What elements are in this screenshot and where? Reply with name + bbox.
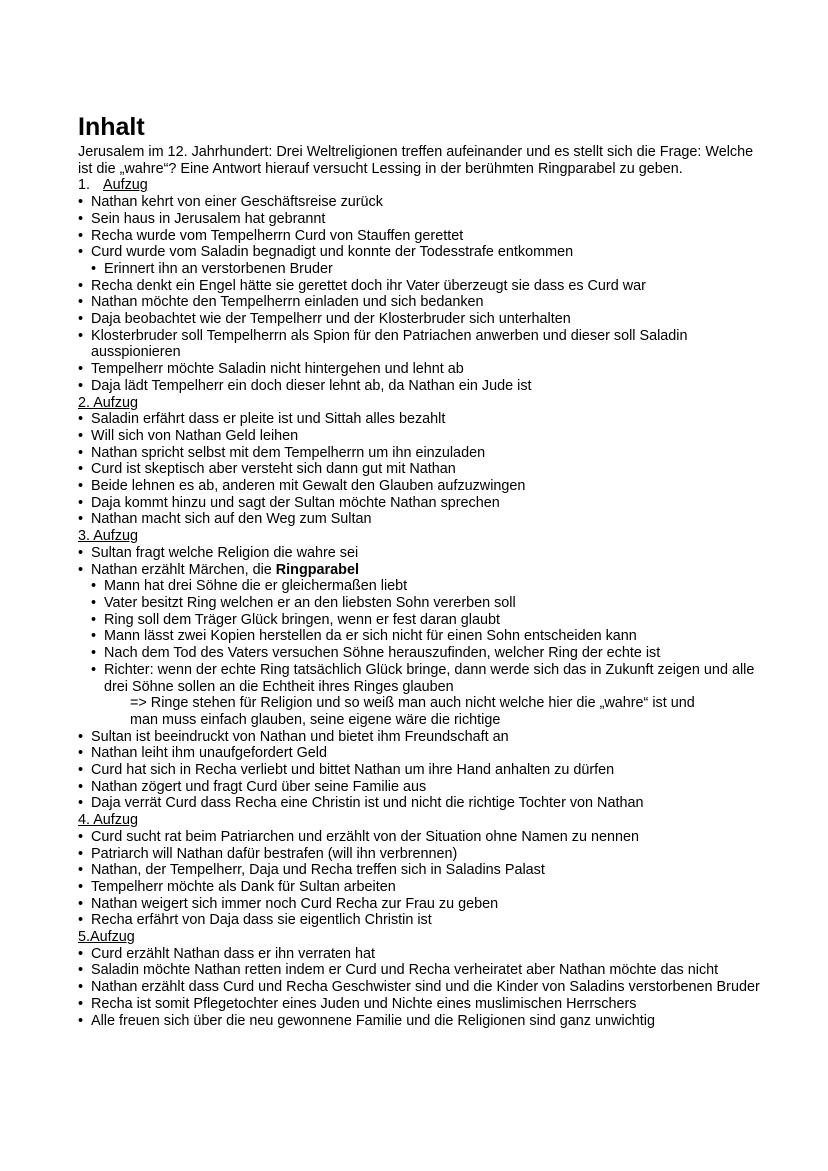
list-item: • Sultan fragt welche Religion die wahre sei	[78, 545, 768, 562]
list-item-ringparabel	[78, 562, 768, 579]
list-item: • Nathan zögert und fragt Curd über seine Familie aus	[78, 779, 768, 796]
sub-list-item: • Vater besitzt Ring welchen er an den liebsten Sohn vererben soll	[91, 595, 768, 612]
ringparabel-term: Ringparabel	[275, 561, 359, 578]
act-4-heading: 4. Aufzug	[78, 812, 139, 829]
list-item: • Klosterbruder soll Tempelherrn als Spion für den Patriachen anwerben und dieser soll Saladin ausspionieren	[78, 328, 768, 361]
list-item: • Daja kommt hinzu und sagt der Sultan möchte Nathan sprechen	[78, 495, 768, 512]
page-title: Inhalt	[78, 113, 145, 141]
act-3-sublist	[78, 578, 768, 695]
list-item: • Nathan erzählt dass Curd und Recha Geschwister sind und die Kinder von Saladins verstorbenen Bruder	[78, 979, 768, 996]
act-1-heading	[78, 177, 768, 194]
list-item: • Nathan kehrt von einer Geschäftsreise zurück	[78, 194, 768, 211]
list-item: • Sein haus in Jerusalem hat gebrannt	[78, 211, 768, 228]
list-item: • Daja beobachtet wie der Tempelherr und der Klosterbruder sich unterhalten	[78, 311, 768, 328]
list-item: • Recha ist somit Pflegetochter eines Juden und Nichte eines muslimischen Herrschers	[78, 996, 768, 1013]
list-item: • Curd erzählt Nathan dass er ihn verraten hat	[78, 946, 768, 963]
list-item: • Curd sucht rat beim Patriarchen und erzählt von der Situation ohne Namen zu nennen	[78, 829, 768, 846]
list-item: • Recha denkt ein Engel hätte sie gerettet doch ihr Vater überzeugt sie dass es Curd war	[78, 278, 768, 295]
list-item: • Nathan leiht ihm unaufgefordert Geld	[78, 745, 768, 762]
list-item: • Tempelherr möchte als Dank für Sultan arbeiten	[78, 879, 768, 896]
act-5-heading: 5.Aufzug	[78, 929, 135, 946]
act-1-sublist	[78, 261, 768, 278]
act-2-heading: 2. Aufzug	[78, 394, 139, 411]
act-2-list	[78, 411, 768, 528]
act-1-title: Aufzug	[103, 177, 148, 194]
sub-list-item: • Mann hat drei Söhne die er gleichermaßen liebt	[91, 578, 768, 595]
list-item-prefix: Nathan erzählt Märchen, die	[91, 561, 276, 578]
list-item: • Daja lädt Tempelherr ein doch dieser lehnt ab, da Nathan ein Jude ist	[78, 378, 768, 395]
list-item: • Patriarch will Nathan dafür bestrafen (will ihn verbrennen)	[78, 846, 768, 863]
list-item: • Nathan weigert sich immer noch Curd Recha zur Frau zu geben	[78, 896, 768, 913]
note-line-1: => Ringe stehen für Religion und so weiß man auch nicht welche hier die „wahre“ ist und	[130, 695, 695, 712]
list-item: • Nathan, der Tempelherr, Daja und Recha treffen sich in Saladins Palast	[78, 862, 768, 879]
sub-list-item: • Nach dem Tod des Vaters versuchen Söhne herauszufinden, welcher Ring der echte ist	[91, 645, 768, 662]
list-item: • Nathan macht sich auf den Weg zum Sultan	[78, 511, 768, 528]
list-item: • Saladin erfährt dass er pleite ist und Sittah alles bezahlt	[78, 411, 768, 428]
act-4-list	[78, 829, 768, 929]
list-item: • Curd wurde vom Saladin begnadigt und konnte der Todesstrafe entkommen	[78, 244, 768, 261]
list-item: • Saladin möchte Nathan retten indem er Curd und Recha verheiratet aber Nathan möchte das nicht	[78, 962, 768, 979]
act-1-number: 1.	[78, 177, 91, 194]
list-item: • Beide lehnen es ab, anderen mit Gewalt den Glauben aufzuzwingen	[78, 478, 768, 495]
list-item: • Nathan möchte den Tempelherrn einladen und sich bedanken	[78, 294, 768, 311]
list-item: • Sultan ist beeindruckt von Nathan und bietet ihm Freundschaft an	[78, 729, 768, 746]
act-3-list	[78, 545, 768, 578]
act-5-list	[78, 946, 768, 1030]
note-line-2: man muss einfach glauben, seine eigene wäre die richtige	[130, 711, 501, 728]
list-item: • Alle freuen sich über die neu gewonnene Familie und die Religionen sind ganz unwichtig	[78, 1013, 768, 1030]
list-item: • Recha erfährt von Daja dass sie eigentlich Christin ist	[78, 912, 768, 929]
act-1-list	[78, 194, 768, 261]
list-item: • Daja verrät Curd dass Recha eine Christin ist und nicht die richtige Tochter von Nathan	[78, 795, 768, 812]
sub-list-item: • Richter: wenn der echte Ring tatsächlich Glück bringe, dann werde sich das in Zukunft zeigen und alle drei Söhne sollen an die Echtheit ihres Ringes glauben	[91, 662, 768, 695]
document-page	[78, 112, 768, 1029]
act-3-list-cont	[78, 729, 768, 813]
act-3-heading: 3. Aufzug	[78, 528, 139, 545]
list-item: • Recha wurde vom Tempelherrn Curd von Stauffen gerettet	[78, 228, 768, 245]
list-item: • Will sich von Nathan Geld leihen	[78, 428, 768, 445]
sub-list-item: • Ring soll dem Träger Glück bringen, wenn er fest daran glaubt	[91, 612, 768, 629]
list-item: • Tempelherr möchte Saladin nicht hintergehen und lehnt ab	[78, 361, 768, 378]
sub-list-item: • Mann lässt zwei Kopien herstellen da er sich nicht für einen Sohn entscheiden kann	[91, 628, 768, 645]
list-item: • Curd hat sich in Recha verliebt und bittet Nathan um ihre Hand anhalten zu dürfen	[78, 762, 768, 779]
intro-paragraph: Jerusalem im 12. Jahrhundert: Drei Weltreligionen treffen aufeinander und es stellt sich die Frage: Welche ist die „wahre“? Eine Antwort hierauf versucht Lessing in der berühmten Ringparabel zu geben.	[78, 144, 754, 177]
ring-conclusion-note	[96, 695, 768, 728]
list-item: • Nathan spricht selbst mit dem Tempelherrn um ihn einzuladen	[78, 445, 768, 462]
act-1-list-cont	[78, 278, 768, 395]
list-item: • Curd ist skeptisch aber versteht sich dann gut mit Nathan	[78, 461, 768, 478]
sub-list-item: • Erinnert ihn an verstorbenen Bruder	[91, 261, 768, 278]
